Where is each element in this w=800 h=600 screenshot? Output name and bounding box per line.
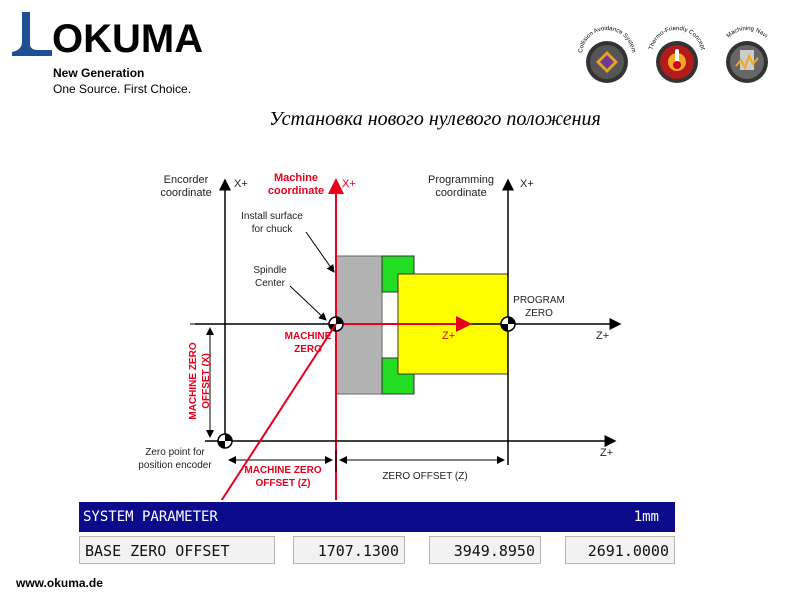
programming-coordinate-label: Programming coordinate <box>427 174 495 199</box>
slide-title: Установка нового нулевого положения <box>269 108 601 130</box>
machine-zero-label: MACHINE ZERO <box>284 331 332 355</box>
system-parameter-panel <box>79 502 675 564</box>
install-surface-label: Install surface for chuck <box>241 211 303 235</box>
zero-point-diagram <box>130 160 630 500</box>
lower-z-plus-label: Z+ <box>600 447 614 459</box>
base-zero-offset-label: BASE ZERO OFFSET <box>79 536 275 564</box>
spindle-center-label: Spindle Center <box>253 265 287 289</box>
unit-label: 1mm <box>633 509 659 525</box>
collision-avoidance-badge <box>574 22 640 88</box>
machining-navi-badge <box>714 22 780 88</box>
website-link[interactable]: www.okuma.de <box>16 576 103 590</box>
base-zero-offset-value-3[interactable]: 2691.0000 <box>565 536 675 564</box>
machine-zero-offset-z-label: MACHINE ZERO OFFSET (Z) <box>244 465 322 489</box>
encoder-coordinate-label: Encorder coordinate <box>160 174 212 199</box>
okuma-logo <box>8 8 220 62</box>
encoder-x-plus-label: X+ <box>234 178 248 190</box>
machine-x-plus-label: X+ <box>342 178 356 190</box>
base-zero-offset-row <box>79 536 675 564</box>
program-zero-label: PROGRAM ZERO <box>513 295 565 319</box>
base-zero-offset-value-2[interactable]: 3949.8950 <box>429 536 541 564</box>
encoder-zero-point-label: Zero point for position encoder <box>138 447 212 471</box>
base-zero-offset-value-1[interactable]: 1707.1300 <box>293 536 405 564</box>
tagline-new-generation: New Generation <box>53 66 145 80</box>
machine-z-plus-label: Z+ <box>442 330 456 342</box>
upper-z-plus-label: Z+ <box>596 330 610 342</box>
brand-name: OKUMA <box>52 17 204 61</box>
thermo-friendly-badge <box>644 22 710 88</box>
tagline-one-source: One Source. First Choice. <box>53 82 192 96</box>
svg-text:Machining Navi: Machining Navi <box>725 25 769 40</box>
encoder-zero-marker <box>218 434 232 448</box>
machine-coordinate-label: Machine coordinate <box>267 172 325 197</box>
system-parameter-header <box>79 502 675 532</box>
zero-offset-z-label: ZERO OFFSET (Z) <box>382 471 468 482</box>
machine-zero-offset-x-label: MACHINE ZERO OFFSET (X) <box>188 342 212 420</box>
system-parameter-title: SYSTEM PARAMETER <box>83 509 218 525</box>
svg-text:Collision Avoidance System: Collision Avoidance System <box>578 25 636 54</box>
svg-text:Thermo-Friendly Concept: Thermo-Friendly Concept <box>648 25 706 51</box>
program-x-plus-label: X+ <box>520 178 534 190</box>
